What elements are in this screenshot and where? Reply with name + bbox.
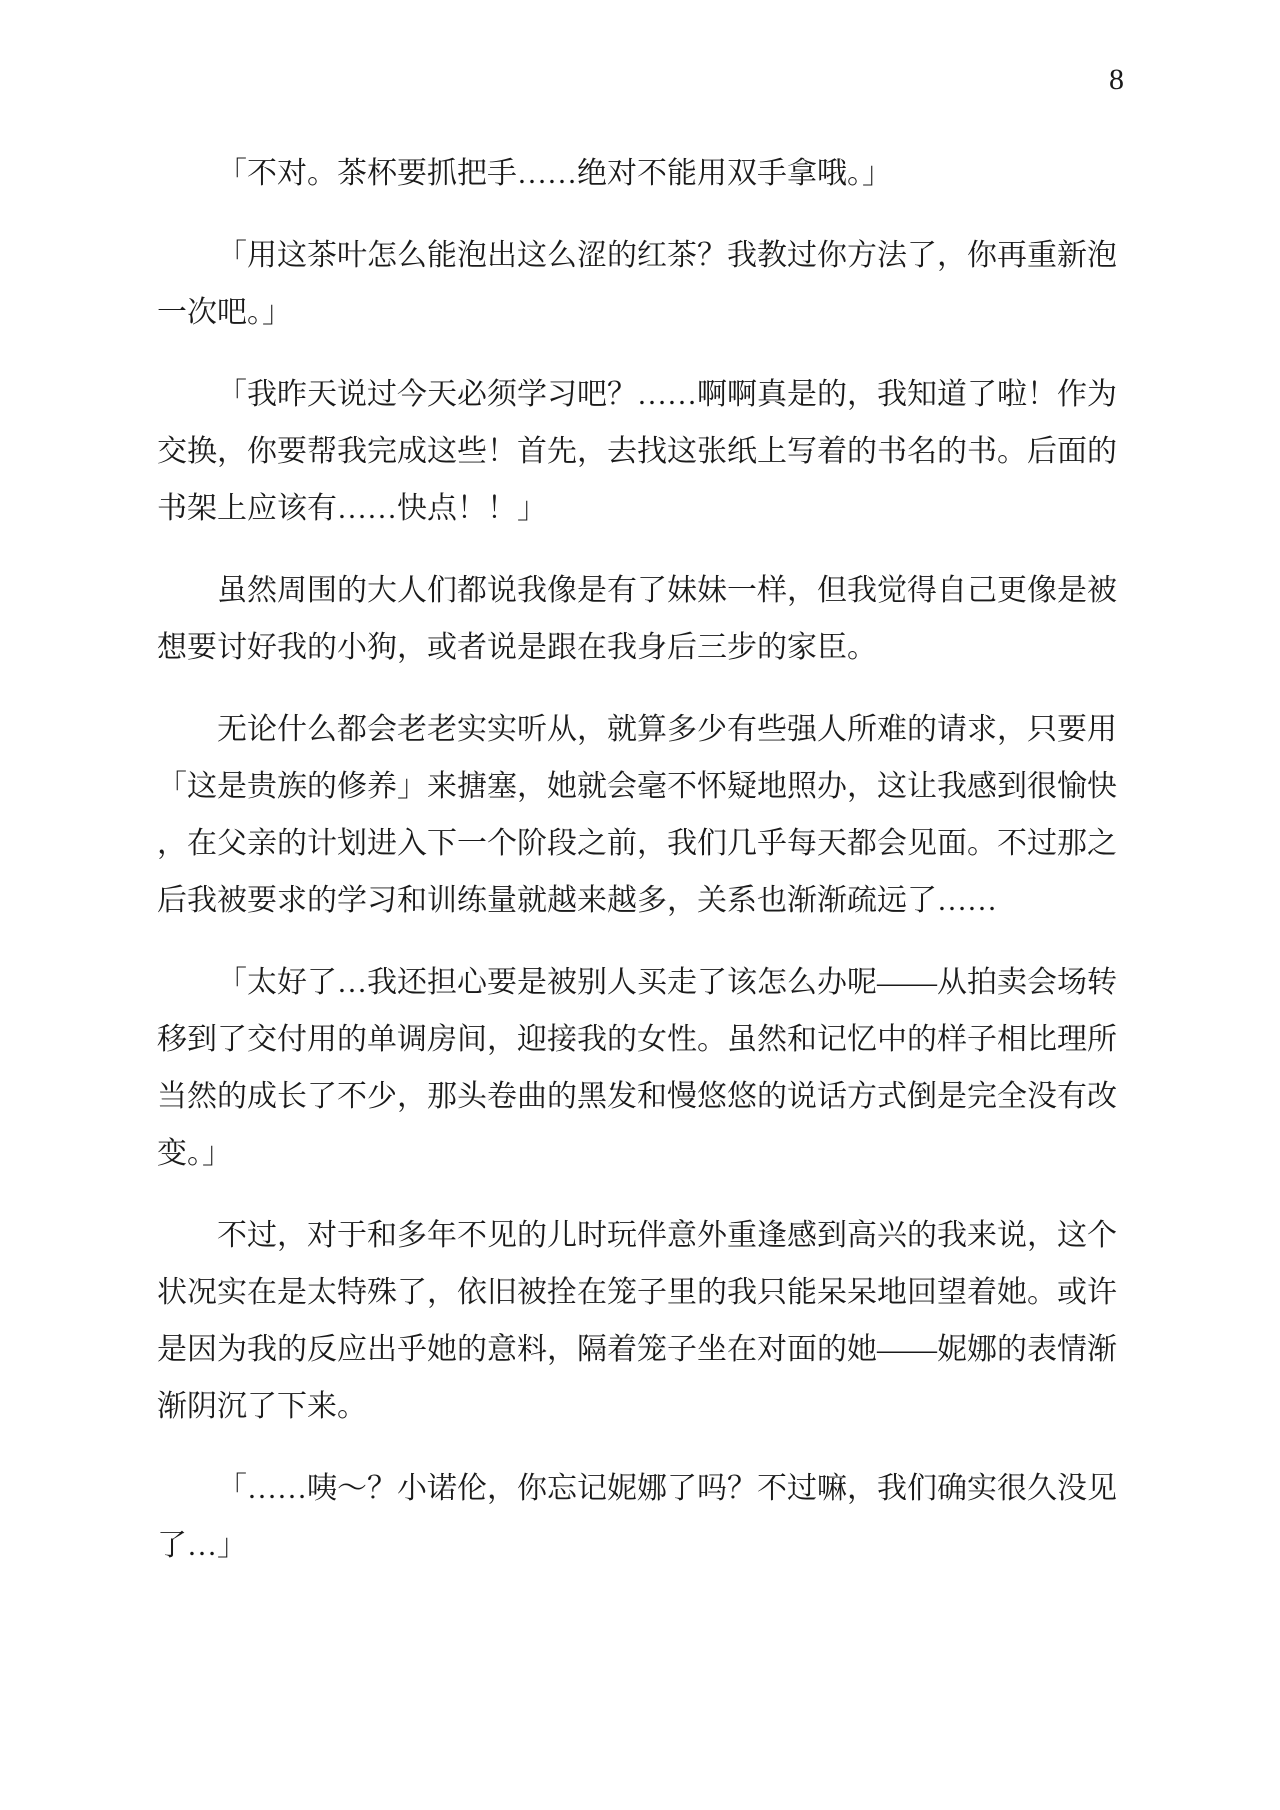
page-number: 8 [1109,63,1124,96]
text-line: 「这是贵族的修养」来搪塞，她就会毫不怀疑地照办，这让我感到很愉快 [157,770,1117,803]
text-line: 虽然周围的大人们都说我像是有了妹妹一样，但我觉得自己更像是被 [217,574,1117,607]
text-line: 交换，你要帮我完成这些！首先，去找这张纸上写着的书名的书。后面的 [157,435,1117,468]
text-line: 「我昨天说过今天必须学习吧？……啊啊真是的，我知道了啦！作为 [217,378,1117,411]
paragraph [157,701,1157,929]
text-line: 不过，对于和多年不见的儿时玩伴意外重逢感到高兴的我来说，这个 [217,1219,1117,1252]
text-line: 想要讨好我的小狗，或者说是跟在我身后三步的家臣。 [157,631,877,664]
text-line: 「太好了…我还担心要是被别人买走了该怎么办呢——从拍卖会场转 [217,966,1117,999]
paragraph [157,562,1157,676]
text-line: 当然的成长了不少，那头卷曲的黑发和慢悠悠的说话方式倒是完全没有改 [157,1080,1117,1113]
paragraph [157,954,1157,1182]
text-line: 「不对。茶杯要抓把手……绝对不能用双手拿哦。」 [217,157,892,190]
text-line: 了…」 [157,1529,247,1562]
text-line: 变。」 [157,1137,232,1170]
paragraph [157,145,1157,202]
text-line: 「……咦～？小诺伦，你忘记妮娜了吗？不过嘛，我们确实很久没见 [217,1472,1117,1505]
text-line: 无论什么都会老老实实听从，就算多少有些强人所难的请求，只要用 [217,713,1117,746]
text-line: 是因为我的反应出乎她的意料，隔着笼子坐在对面的她——妮娜的表情渐 [157,1333,1117,1366]
text-line: 后我被要求的学习和训练量就越来越多，关系也渐渐疏远了…… [157,884,997,917]
text-line: 渐阴沉了下来。 [157,1390,367,1423]
paragraph [157,1207,1157,1435]
text-line: 移到了交付用的单调房间，迎接我的女性。虽然和记忆中的样子相比理所 [157,1023,1117,1056]
paragraph [157,227,1157,341]
paragraph [157,1460,1157,1574]
text-line: 状况实在是太特殊了，依旧被拴在笼子里的我只能呆呆地回望着她。或许 [157,1276,1117,1309]
text-line: 一次吧。」 [157,296,292,329]
page-text-body [157,145,1157,1599]
paragraph [157,366,1157,537]
text-line: ，在父亲的计划进入下一个阶段之前，我们几乎每天都会见面。不过那之 [157,827,1117,860]
text-line: 书架上应该有……快点！！」 [157,492,547,525]
text-line: 「用这茶叶怎么能泡出这么涩的红茶？我教过你方法了，你再重新泡 [217,239,1117,272]
